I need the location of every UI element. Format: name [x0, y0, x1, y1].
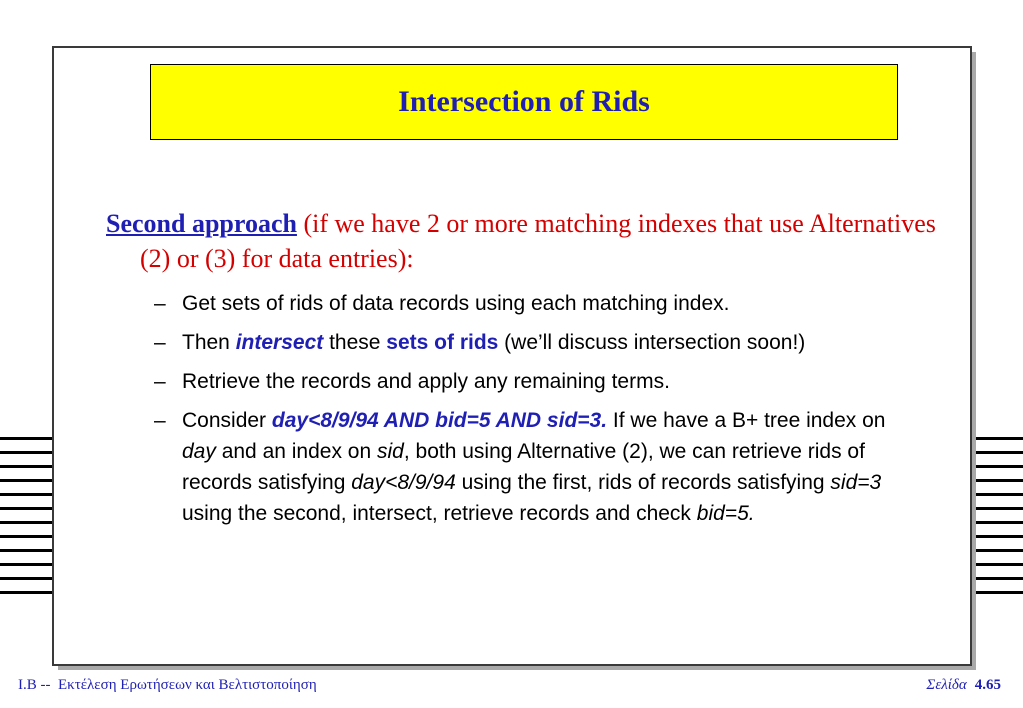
list-item: [154, 405, 924, 529]
bullet-dash: –: [154, 370, 166, 393]
bullet-4-text-3: and an index on: [215, 440, 377, 463]
bullet-dash: –: [154, 331, 166, 354]
footer-course-title: I.B -- Εκτέλεση Ερωτήσεων και Βελτιστοποίηση: [18, 677, 317, 693]
bullet-4-italic-day: day: [182, 440, 216, 463]
bullet-4-italic-bid-cond: bid=5.: [696, 502, 755, 525]
bullet-dash: –: [154, 292, 166, 315]
main-point-lead: Second approach: [106, 209, 297, 238]
main-point: [106, 206, 960, 276]
sub-bullet-list: [154, 288, 924, 537]
footer-page-label: Σελίδα: [926, 677, 967, 693]
bullet-2-text-1: Then: [182, 331, 236, 354]
bullet-dash: –: [154, 409, 166, 432]
bullet-4-text-4: , both using Alternative (2), we can retrieve rids of records satisfying: [182, 440, 865, 494]
bullet-4-text-6: using the second, intersect, retrieve records and check: [182, 502, 697, 525]
bullet-4-text-1: Consider: [182, 409, 272, 432]
bullet-4-emphasis-query: day<8/9/94 AND bid=5 AND sid=3.: [271, 409, 608, 432]
bullet-4-text-2: If we have a B+ tree index on: [607, 409, 886, 432]
list-item: [154, 366, 924, 397]
list-item: [154, 288, 924, 319]
bullet-4-italic-sid-cond: sid=3: [830, 471, 882, 494]
footer-page-info: [926, 677, 1001, 694]
main-point-text: (if we have 2 or more matching indexes that use Alternatives (2) or (3) for data entries):: [140, 209, 936, 273]
bullet-2-text-3: (we’ll discuss intersection soon!): [498, 331, 806, 354]
bullet-2-emphasis-sets: sets of rids: [386, 331, 499, 354]
slide-title: Intersection of Rids: [398, 85, 650, 118]
list-item: [154, 327, 924, 358]
footer-page-number: 4.65: [974, 677, 1001, 693]
title-box: [150, 64, 898, 140]
bullet-2-emphasis-intersect: intersect: [235, 331, 324, 354]
bullet-2-text-2: these: [323, 331, 387, 354]
bullet-4-text-5: using the first, rids of records satisfying: [455, 471, 831, 494]
bullet-4-italic-day-cond: day<8/9/94: [351, 471, 456, 494]
slide-frame: [52, 46, 972, 666]
bullet-3-text: Retrieve the records and apply any remaining terms.: [182, 370, 670, 393]
bullet-1-text: Get sets of rids of data records using each matching index.: [182, 292, 730, 315]
bullet-4-italic-sid: sid: [377, 440, 404, 463]
